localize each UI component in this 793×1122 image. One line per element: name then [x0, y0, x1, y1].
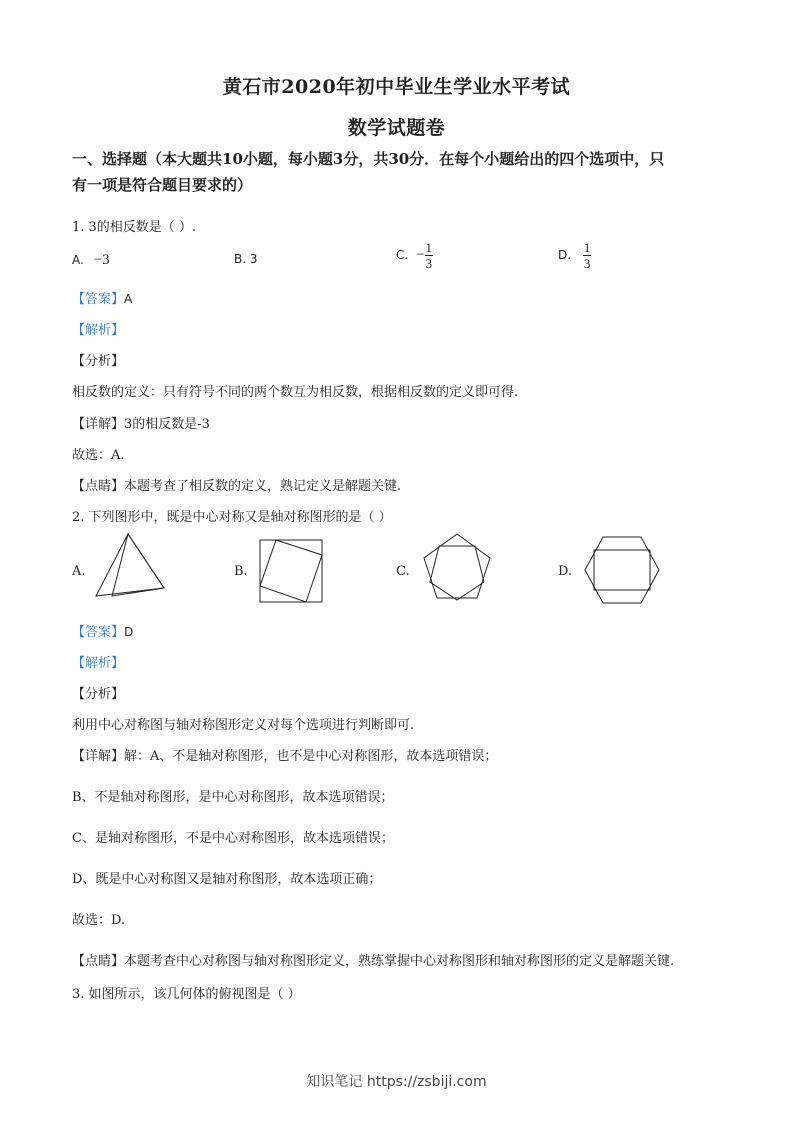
q1-option-a-label: A.: [72, 253, 84, 267]
figure-b-inner-square: [260, 540, 322, 602]
q2-figure-d: [582, 534, 662, 606]
q1-option-c-sign: −: [416, 247, 425, 263]
answer-value: A: [124, 292, 133, 306]
page-title: 黄石市2020年初中毕业生学业水平考试: [222, 76, 571, 98]
fraction-numerator: 1: [425, 240, 432, 255]
figure-a-inner-triangle: [112, 534, 164, 596]
q1-option-c-label: C.: [396, 248, 409, 262]
q1-analysis-tag: 【解析】: [72, 323, 125, 338]
q1-dianjing: 【点睛】本题考查了相反数的定义，熟记定义是解题关键.: [72, 479, 402, 494]
q1-answer: [72, 288, 132, 307]
q1-stem: 1. 3的相反数是（ ）.: [72, 220, 197, 235]
q1-option-d-fraction: [583, 240, 592, 271]
fraction-denominator: 3: [425, 256, 432, 271]
footer-watermark: 知识笔记 https://zsbiji.com: [306, 1074, 487, 1090]
q2-answer: [72, 621, 133, 640]
answer-tag: 【答案】: [72, 292, 125, 307]
figure-a-outer-triangle: [96, 534, 164, 596]
q2-xiangjie: 【详解】解：A、不是轴对称图形，也不是中心对称图形，故本选项错误；: [72, 749, 498, 764]
q2-option-c-label: C.: [396, 564, 410, 579]
section-heading-line2: 有一项是符合题目要求的）: [72, 176, 253, 194]
fraction-denominator: 3: [583, 256, 591, 271]
q1-option-a: [72, 252, 110, 269]
q1-option-c-fraction: [425, 240, 434, 271]
q1-option-d-label: D.: [558, 248, 572, 262]
q2-line-d: D、既是中心对称图又是轴对称图形，故本选项正确；: [72, 872, 382, 887]
q1-xiangjie: 【详解】3的相反数是-3: [72, 417, 210, 432]
q2-fenxi: 【分析】: [72, 687, 125, 702]
q1-fenxi-text: 相反数的定义：只有符号不同的两个数互为相反数，根据相反数的定义即可得.: [72, 385, 519, 400]
q1-option-c: [396, 240, 433, 271]
q1-option-b: B. 3: [234, 252, 258, 266]
figure-c-inner-pentagon: [430, 546, 484, 600]
q2-option-d-label: D.: [558, 564, 573, 579]
q2-analysis-tag: 【解析】: [72, 656, 125, 671]
section-heading-line1: 一、选择题（本大题共10小题，每小题3分，共30分．在每个小题给出的四个选项中，只: [72, 150, 665, 168]
q2-option-a-label: A.: [72, 564, 86, 579]
answer-value: D: [124, 625, 134, 639]
q2-option-b-label: B.: [234, 564, 248, 579]
figure-d-hexagon: [585, 537, 659, 603]
q1-option-d: [558, 240, 591, 271]
q2-line-b: B、不是轴对称图形，是中心对称图形，故本选项错误；: [72, 790, 394, 805]
q1-fenxi: 【分析】: [72, 354, 125, 369]
q1-option-a-value: −3: [93, 252, 110, 268]
section-heading: [72, 146, 732, 198]
q2-stem: 2. 下列图形中，既是中心对称又是轴对称图形的是（ ）: [72, 510, 392, 525]
q2-figure-c: [420, 530, 494, 602]
q3-stem: 3. 如图所示，该几何体的俯视图是（ ）: [72, 987, 301, 1002]
q2-figure-a: [92, 530, 168, 600]
answer-tag: 【答案】: [72, 625, 125, 640]
q1-choose: 故选：A.: [72, 448, 125, 463]
figure-d-square: [594, 550, 650, 590]
page-subtitle: 数学试题卷: [347, 117, 446, 139]
q2-line-c: C、是轴对称图形，不是中心对称图形，故本选项错误；: [72, 831, 394, 846]
q2-dianjing: 【点睛】本题考查中心对称图与轴对称图形定义，熟练掌握中心对称图形和轴对称图形的定义是解题关键.: [72, 954, 675, 969]
q2-figure-b: [258, 538, 324, 604]
fraction-numerator: 1: [583, 240, 591, 255]
q2-choose: 故选：D.: [72, 913, 126, 928]
q2-fenxi-text: 利用中心对称图与轴对称图形定义对每个选项进行判断即可.: [72, 718, 415, 733]
figure-b-outer-square: [260, 540, 322, 602]
